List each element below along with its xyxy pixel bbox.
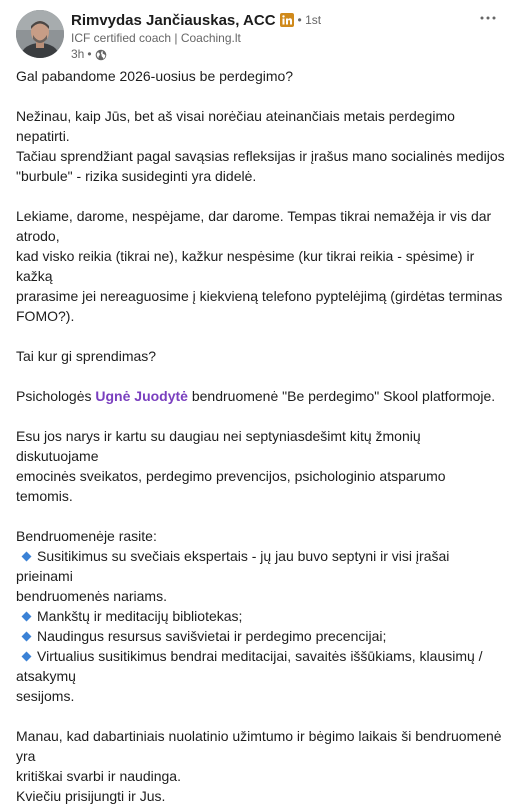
text-line: Esu jos narys ir kartu su daugiau nei septyniasdešimt kitų žmonių diskutuojame (16, 428, 421, 464)
text-line: Kviečiu prisijungti ir Jus. (16, 788, 166, 804)
blue-diamond-icon (22, 612, 32, 622)
paragraph-pace (16, 206, 506, 326)
text-line: "burbule" - rizika susideginti yra didelė. (16, 168, 257, 184)
list-item: Virtualius susitikimus bendrai meditacijai, savaitės iššūkiams, klausimų / atsakymų (16, 648, 483, 684)
list-item: Susitikimus su svečiais ekspertais - jų jau buvo septyni ir visi įrašai prieinami (16, 548, 450, 584)
blue-diamond-icon (22, 632, 32, 642)
text-line: kad visko reikia (tikrai ne), kažkur nespėsime (kur tikrai reikia - spėsime) ir kažką (16, 248, 475, 284)
post-meta (71, 47, 462, 62)
text-line: FOMO?). (16, 308, 75, 324)
author-headline: ICF certified coach | Coaching.lt (71, 31, 241, 45)
paragraph-intro (16, 66, 506, 86)
paragraph-list (16, 526, 506, 706)
blue-diamond-icon (22, 552, 32, 562)
text-line: kritiškai svarbi ir naudinga. (16, 768, 181, 784)
paragraph-question (16, 346, 506, 366)
paragraph-community (16, 386, 506, 406)
post-time[interactable]: 3h (71, 47, 85, 61)
list-item: Mankštų ir meditacijų bibliotekas; (37, 608, 243, 624)
author-info (71, 10, 462, 62)
paragraph-closing (16, 726, 506, 806)
mention-link[interactable]: Ugnė Juodytė (95, 388, 188, 404)
text-fragment: bendruomenė "Be perdegimo" Skool platformoje. (187, 388, 496, 404)
paragraph-burnout (16, 106, 506, 186)
author-avatar[interactable] (16, 10, 64, 58)
author-name[interactable]: Rimvydas Jančiauskas, ACC (71, 11, 276, 29)
connection-degree: • 1st (297, 13, 322, 27)
text-line: Manau, kad dabartiniais nuolatinio užimtumo ir bėgimo laikais ši bendruomenė yra (16, 728, 502, 764)
text-line: prarasime jei nereaguosime į kiekvieną telefono pyptelėjimą (girdėtas terminas (16, 288, 503, 304)
more-icon (480, 16, 496, 20)
author-name-row (71, 10, 462, 30)
text-line: Lekiame, darome, nespėjame, dar darome. Tempas tikrai nemažėja ir vis dar atrodo, (16, 208, 492, 244)
globe-icon (95, 49, 107, 61)
linkedin-icon (280, 13, 294, 27)
more-options-button[interactable] (474, 10, 502, 26)
post-text (16, 66, 506, 806)
list-item-continuation: bendruomenės nariams. (16, 588, 167, 604)
text-fragment: Psichologės (16, 388, 96, 404)
meta-separator: • (87, 47, 92, 61)
avatar-photo (16, 10, 64, 58)
list-item: Naudingus resursus savišvietai ir perdegimo precencijai; (37, 628, 387, 644)
list-heading: Bendruomenėje rasite: (16, 528, 157, 544)
text-line: Tačiau sprendžiant pagal savąsias refleksijas ir įrašus mano socialinės medijos (16, 148, 505, 164)
text-line: emocinės sveikatos, perdegimo prevencijos, psichologinio atsparumo temomis. (16, 468, 446, 504)
text-line: Nežinau, kaip Jūs, bet aš visai norėčiau ateinančiais metais perdegimo nepatirti. (16, 108, 455, 144)
text-line: Gal pabandome 2026-uosius be perdegimo? (16, 68, 294, 84)
list-item-continuation: sesijoms. (16, 688, 75, 704)
post-header (16, 10, 502, 60)
text-line: Tai kur gi sprendimas? (16, 348, 157, 364)
paragraph-member (16, 426, 506, 506)
blue-diamond-icon (22, 652, 32, 662)
